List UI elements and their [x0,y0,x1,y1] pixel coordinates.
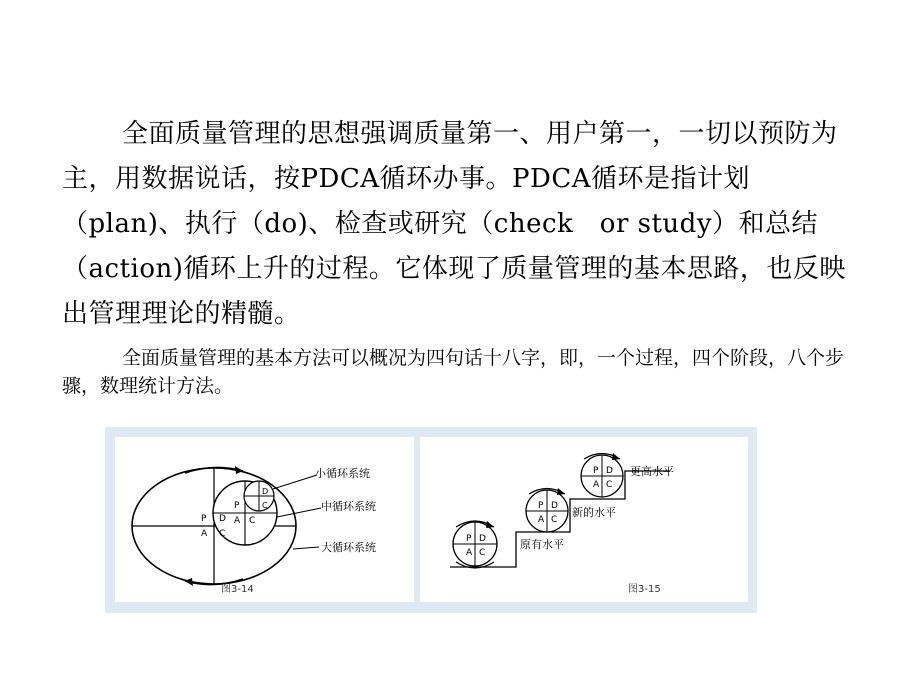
medium-cycle-label: 中循环系统 [321,500,376,513]
svg-text:A: A [538,515,545,525]
original-level-label: 原有水平 [520,538,564,551]
pdca-figure [105,427,757,613]
small-d-label: D [262,487,269,496]
svg-text:P: P [593,466,599,476]
large-p-label: P [201,514,207,524]
intro-paragraph: 全面质量管理的思想强调质量第一、用户第一，一切以预防为主，用数据说话，按PDCA循环办事。PDCA循环是指计划（plan)、执行（do)、检查或研究（check or study）和总结（action)循环上升的过程。它体现了质量管理的基本思路，也反映出管理理论的精髓。 [62,119,846,329]
large-d-label: D [219,514,226,524]
method-paragraph: 全面质量管理的基本方法可以概况为四句话十八字，即，一个过程，四个阶段，八个步骤，数理统计方法。 [62,347,845,397]
medium-p-label: P [234,501,240,511]
figure-3-15-panel [420,437,748,602]
medium-c-label: C [249,516,256,526]
staircase-diagram [420,437,748,602]
svg-text:C: C [551,515,558,525]
svg-text:C: C [479,548,486,558]
caption-3-15: 图3-15 [628,584,661,595]
svg-text:P: P [466,534,472,544]
large-cycle-label: 大循环系统 [321,541,376,554]
caption-3-14: 图3-14 [221,584,254,595]
figure-3-14-panel [115,437,414,602]
large-a-label: A [201,529,208,539]
higher-level-label: 更高水平 [630,465,674,478]
svg-text:D: D [606,466,613,476]
svg-text:D: D [551,501,558,511]
small-cycle-label: 小循环系统 [315,467,370,480]
large-c-label: C [219,529,226,539]
svg-text:C: C [606,480,613,490]
svg-text:D: D [479,534,486,544]
new-level-label: 新的水平 [572,506,616,519]
svg-text:A: A [466,548,473,558]
svg-text:P: P [538,501,544,511]
svg-text:A: A [593,480,600,490]
small-c-label: C [262,501,268,510]
nested-cycles-diagram [115,437,414,602]
medium-a-label: A [234,516,241,526]
